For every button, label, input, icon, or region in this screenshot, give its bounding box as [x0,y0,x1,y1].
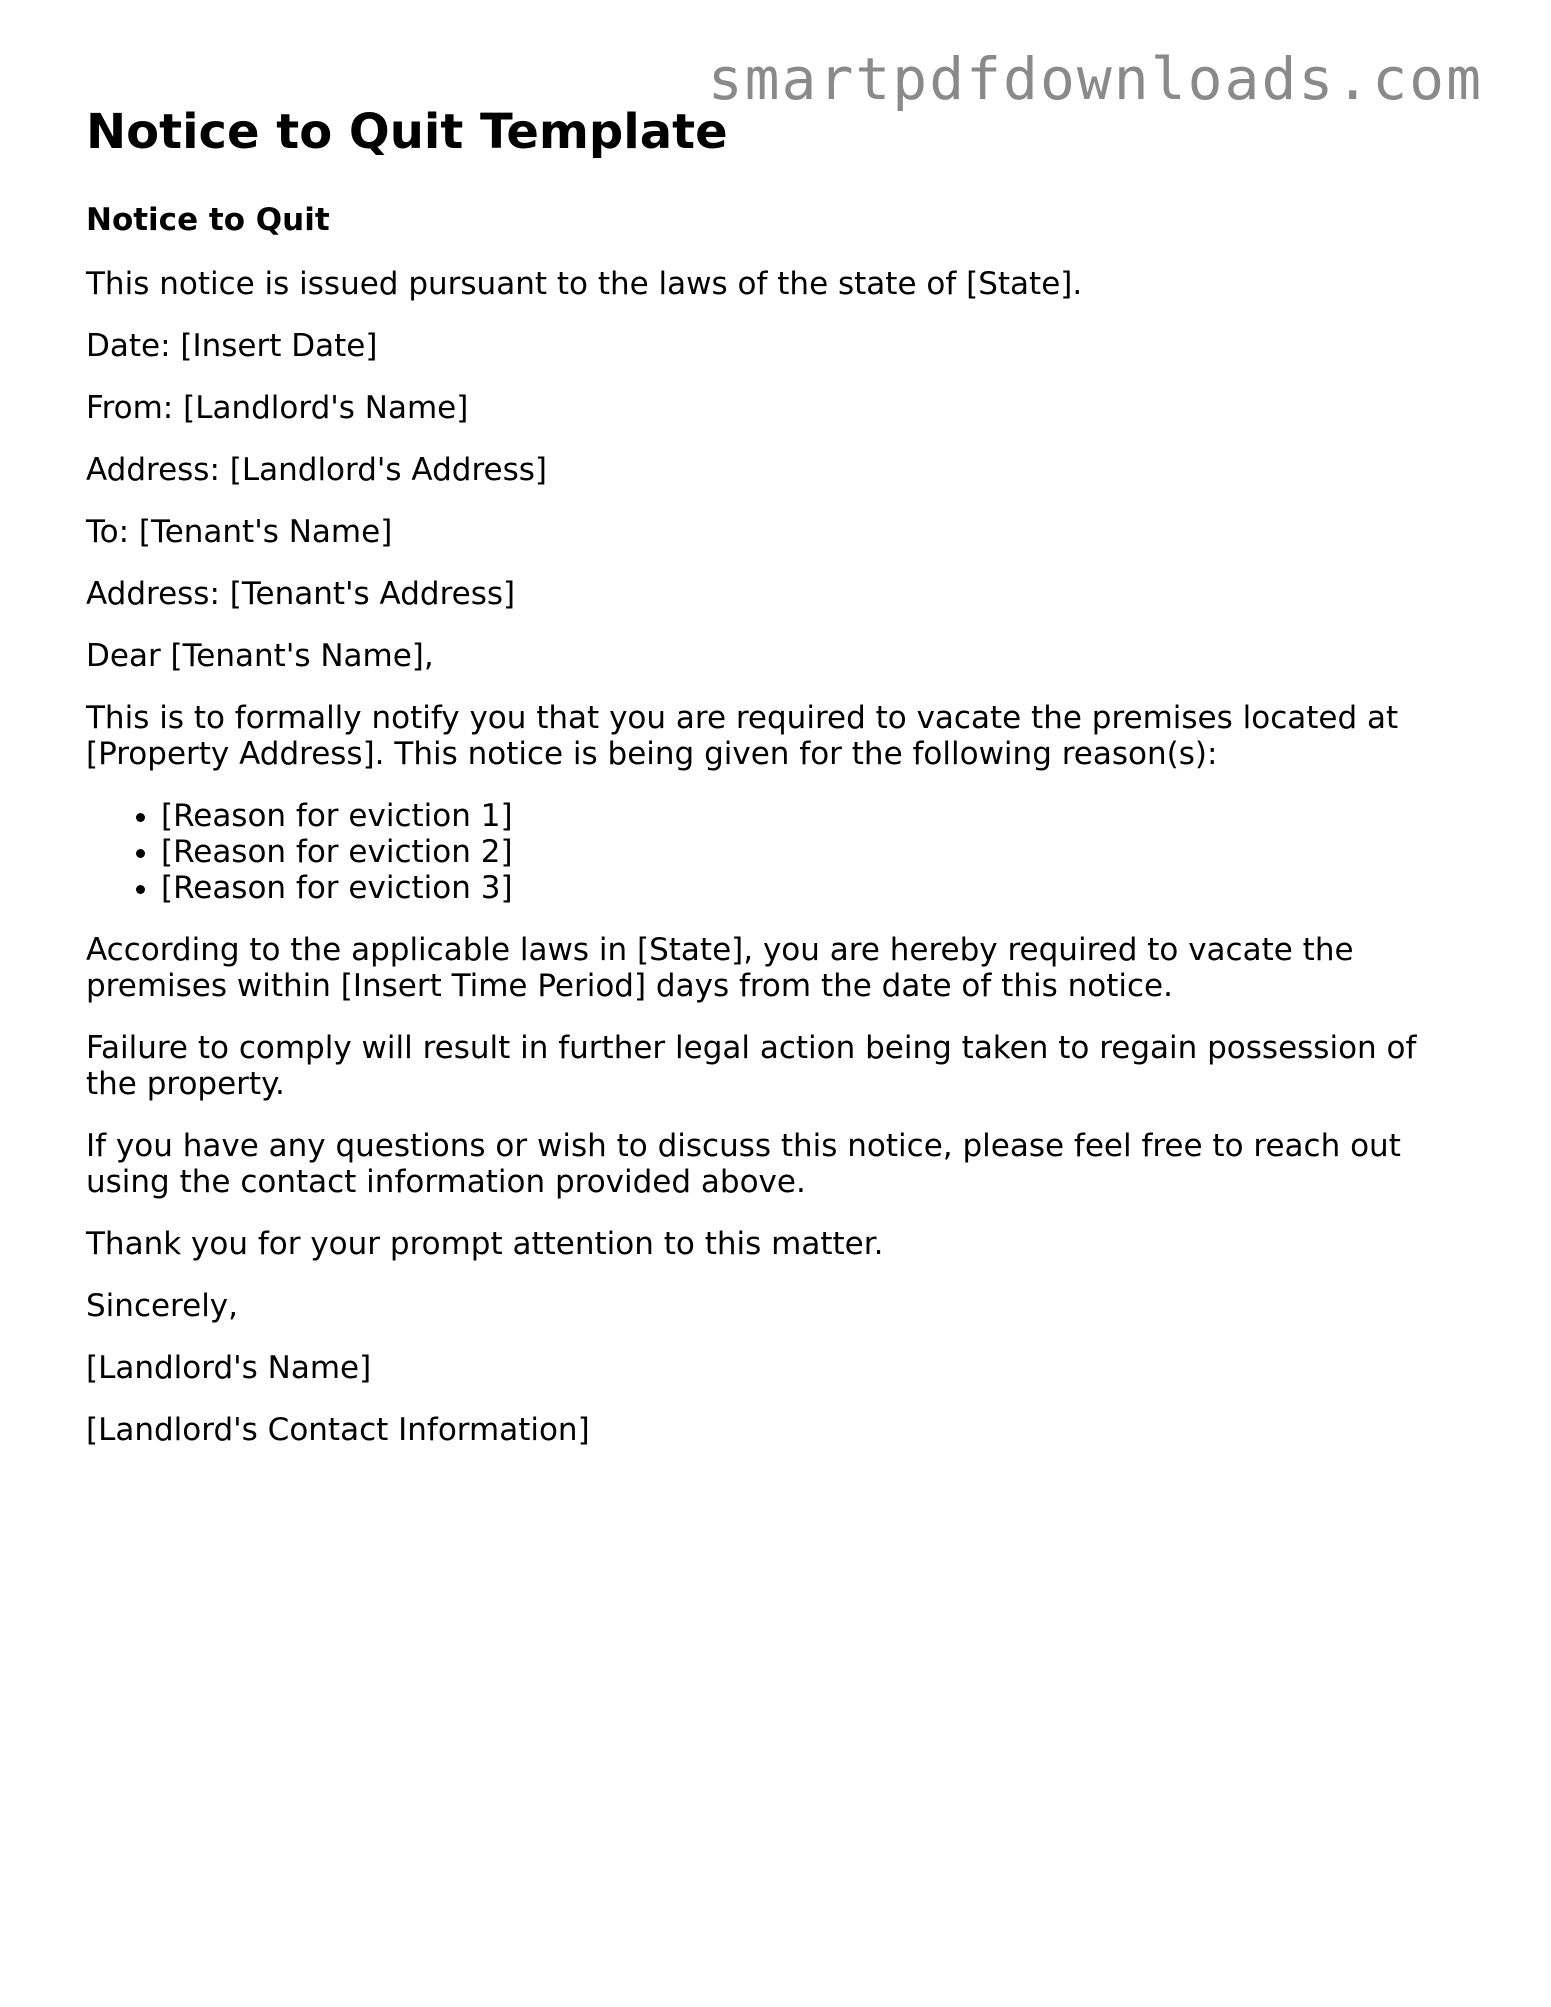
salutation: Dear [Tenant's Name], [86,638,434,674]
list-item: • [Reason for eviction 2] [161,834,1476,870]
closing: Sincerely, [86,1288,239,1324]
document-title: Notice to Quit Template [86,104,728,160]
intro-paragraph: This notice is issued pursuant to the laws of the state of [State]. [86,266,1083,302]
to-line: To: [Tenant's Name] [86,514,393,550]
from-line: From: [Landlord's Name] [86,390,469,426]
notice-heading: Notice to Quit [86,202,330,238]
document-body [86,104,1476,1448]
thanks-paragraph: Thank you for your prompt attention to this matter. [86,1226,884,1262]
tenant-address-line: Address: [Tenant's Address] [86,576,516,612]
list-item: • [Reason for eviction 3] [161,870,1476,906]
landlord-address-line: Address: [Landlord's Address] [86,452,547,488]
reasons-list [86,798,1476,906]
questions-paragraph: If you have any questions or wish to discuss this notice, please feel free to reach out using the contact information provided above. [86,1128,1401,1200]
list-item: • [Reason for eviction 1] [161,798,1476,834]
laws-paragraph: According to the applicable laws in [State], you are hereby required to vacate the premises within [Insert Time Period] days from the date of this notice. [86,932,1354,1004]
watermark: smartpdfdownloads.com [707,45,1483,113]
signature-contact: [Landlord's Contact Information] [86,1412,590,1448]
date-line: Date: [Insert Date] [86,328,378,364]
failure-paragraph: Failure to comply will result in further legal action being taken to regain possession of the property. [86,1030,1417,1102]
signature-name: [Landlord's Name] [86,1350,372,1386]
notification-paragraph: This is to formally notify you that you are required to vacate the premises located at [Property Address]. This notice is being given for the following reason(s): [86,700,1399,772]
